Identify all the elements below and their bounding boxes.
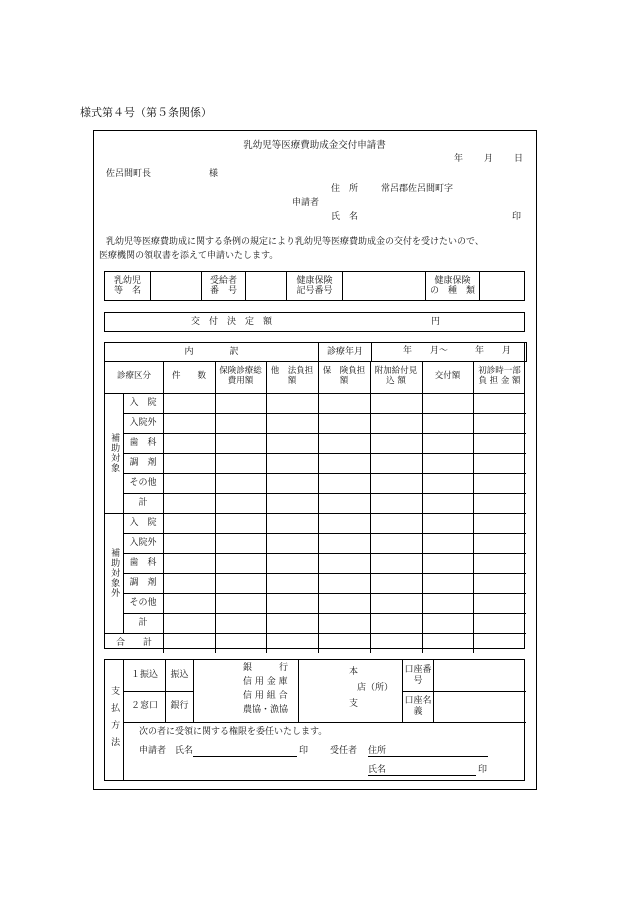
table-cell[interactable] <box>370 393 422 413</box>
table-cell[interactable] <box>370 573 422 593</box>
payment-table <box>104 659 525 781</box>
table-cell[interactable] <box>422 553 473 573</box>
table-cell[interactable] <box>422 413 473 433</box>
table-cell[interactable] <box>163 593 215 613</box>
method2-type: 銀行 <box>170 701 189 712</box>
table-cell[interactable] <box>163 613 215 633</box>
payment-applicant-name-line[interactable] <box>193 746 297 757</box>
table-cell[interactable] <box>318 513 370 533</box>
addressee-name: 佐呂間町長 <box>106 169 152 179</box>
info-row-table <box>104 271 525 301</box>
branch-type-1: 本 <box>349 667 359 677</box>
account-no-field[interactable] <box>434 660 524 691</box>
total-cell[interactable] <box>163 633 215 653</box>
table-cell[interactable] <box>266 553 318 573</box>
column-header-7: 初診時一部負 担 金 額 <box>478 366 521 386</box>
form-label: 様式第４号（第５条関係） <box>80 106 212 119</box>
table-cell[interactable] <box>422 433 473 453</box>
table-cell[interactable] <box>318 593 370 613</box>
table-cell[interactable] <box>215 453 266 473</box>
table-cell[interactable] <box>370 593 422 613</box>
table-cell[interactable] <box>163 493 215 513</box>
group1-label: 補助対象 <box>109 433 120 473</box>
column-header-4: 保 険負担額 <box>322 366 366 386</box>
delegation-text: 次の者に受領に関する権限を委任いたします。 <box>139 727 328 737</box>
column-header-3: 他 法負担額 <box>270 366 314 386</box>
insurance-type-label-1: 健康保険 <box>434 275 471 286</box>
table-cell[interactable] <box>266 513 318 533</box>
table-cell[interactable] <box>163 533 215 553</box>
table-cell[interactable] <box>266 413 318 433</box>
applicant-name-label: 氏 名 <box>331 212 359 222</box>
recipient-no-label-2: 番 号 <box>209 286 237 296</box>
table-cell[interactable] <box>163 393 215 413</box>
table-cell[interactable] <box>422 393 473 413</box>
table-cell[interactable] <box>370 493 422 513</box>
table-cell[interactable] <box>163 513 215 533</box>
table-cell[interactable] <box>473 473 526 493</box>
table-cell[interactable] <box>370 613 422 633</box>
table-cell[interactable] <box>266 593 318 613</box>
table-cell[interactable] <box>215 573 266 593</box>
bank-type-3: 信 用 組 合 <box>243 691 288 701</box>
table-cell[interactable] <box>266 493 318 513</box>
row-label: 入院外 <box>129 537 157 548</box>
agent-seal: 印 <box>478 765 488 775</box>
child-name-label-1: 乳幼児 <box>113 275 141 286</box>
form-frame <box>93 130 537 790</box>
table-cell[interactable] <box>266 393 318 413</box>
row-label: 計 <box>138 497 148 508</box>
table-cell[interactable] <box>215 473 266 493</box>
table-cell[interactable] <box>215 553 266 573</box>
payment-applicant-seal: 印 <box>299 746 309 756</box>
column-header-2: 保険診療総費用額 <box>219 366 262 386</box>
table-cell[interactable] <box>473 433 526 453</box>
column-header-6: 交付額 <box>434 371 461 382</box>
payment-applicant-name-label: 氏名 <box>175 746 194 756</box>
table-cell[interactable] <box>473 453 526 473</box>
table-cell[interactable] <box>473 493 526 513</box>
table-cell[interactable] <box>473 573 526 593</box>
table-cell[interactable] <box>473 553 526 573</box>
table-cell[interactable] <box>266 473 318 493</box>
table-cell[interactable] <box>370 513 422 533</box>
payment-side-label: 支払方法 <box>109 686 120 754</box>
table-cell[interactable] <box>215 613 266 633</box>
row-label: 歯 科 <box>129 557 157 568</box>
table-cell[interactable] <box>215 513 266 533</box>
table-cell[interactable] <box>266 533 318 553</box>
table-cell[interactable] <box>318 393 370 413</box>
table-cell[interactable] <box>318 493 370 513</box>
table-cell[interactable] <box>318 453 370 473</box>
agent-name-line[interactable] <box>368 765 476 776</box>
table-cell[interactable] <box>422 613 473 633</box>
row-label: その他 <box>129 597 157 608</box>
date-month: 月 <box>484 154 494 164</box>
table-cell[interactable] <box>318 573 370 593</box>
table-cell[interactable] <box>473 533 526 553</box>
method1-type: 振込 <box>170 670 189 681</box>
row-label: その他 <box>129 477 157 488</box>
table-cell[interactable] <box>318 533 370 553</box>
table-cell[interactable] <box>370 553 422 573</box>
row-label: 調 剤 <box>129 457 157 468</box>
table-cell[interactable] <box>422 493 473 513</box>
account-name-field[interactable] <box>434 691 524 722</box>
table-cell[interactable] <box>318 413 370 433</box>
table-cell[interactable] <box>473 413 526 433</box>
insurance-no-field[interactable] <box>343 272 425 300</box>
applicant-seal: 印 <box>512 212 522 222</box>
statement-line-1: 乳幼児等医療費助成に関する条例の規定により乳幼児等医療費助成金の交付を受けたいので、 <box>106 237 484 247</box>
date-day: 日 <box>514 154 524 164</box>
group2-label: 補助対象外 <box>109 548 120 598</box>
method1-label: １振込 <box>130 670 158 681</box>
table-cell[interactable] <box>422 513 473 533</box>
table-cell[interactable] <box>473 513 526 533</box>
bank-type-1: 銀 行 <box>243 663 289 673</box>
table-cell[interactable] <box>215 493 266 513</box>
table-cell[interactable] <box>163 573 215 593</box>
table-cell[interactable] <box>318 553 370 573</box>
table-cell[interactable] <box>473 593 526 613</box>
agent-name-label: 氏名 <box>368 765 387 775</box>
table-cell[interactable] <box>370 453 422 473</box>
table-cell[interactable] <box>370 533 422 553</box>
child-name-field[interactable] <box>151 272 201 300</box>
agent-address-line[interactable] <box>368 746 488 757</box>
column-header-5: 附加給付見 込 額 <box>374 366 418 386</box>
table-cell[interactable] <box>163 453 215 473</box>
table-cell[interactable] <box>215 413 266 433</box>
table-cell[interactable] <box>215 393 266 413</box>
row-label: 入院外 <box>129 417 157 428</box>
table-cell[interactable] <box>318 613 370 633</box>
total-cell[interactable] <box>266 633 318 653</box>
applicant-address-label: 住 所 <box>331 184 359 194</box>
table-cell[interactable] <box>266 453 318 473</box>
branch-type-3: 支 <box>349 699 359 709</box>
insurance-type-field[interactable] <box>480 272 524 300</box>
table-cell[interactable] <box>370 433 422 453</box>
form-title: 乳幼児等医療費助成金交付申請書 <box>243 140 386 151</box>
addressee-honorific: 様 <box>209 169 219 179</box>
applicant-address-value: 常呂郡佐呂間町字 <box>381 184 454 194</box>
table-cell[interactable] <box>163 433 215 453</box>
row-label: 入 院 <box>129 397 157 408</box>
agent-label: 受任者 <box>330 746 358 756</box>
statement-line-2: 医療機関の領収書を添えて申請いたします。 <box>99 251 279 261</box>
account-no-label: 口座番号 <box>404 665 432 686</box>
decision-unit: 円 <box>431 317 441 327</box>
table-cell[interactable] <box>163 553 215 573</box>
total-cell[interactable] <box>473 633 526 653</box>
insurance-no-label-2: 記号番号 <box>296 286 333 296</box>
column-header-0: 診療区分 <box>116 371 151 382</box>
table-cell[interactable] <box>215 593 266 613</box>
child-name-label-2: 等 名 <box>113 286 141 296</box>
insurance-no-label-1: 健康保険 <box>296 275 333 286</box>
table-cell[interactable] <box>318 433 370 453</box>
insurance-type-label-2: の 種 類 <box>429 286 475 296</box>
total-cell[interactable] <box>422 633 473 653</box>
decision-amount-box <box>104 312 525 332</box>
table-cell[interactable] <box>370 473 422 493</box>
total-cell[interactable] <box>370 633 422 653</box>
table-cell[interactable] <box>422 573 473 593</box>
date-year: 年 <box>454 154 464 164</box>
account-name-label: 口座名義 <box>404 696 432 717</box>
branch-type-2: 店（所） <box>357 683 394 693</box>
total-cell[interactable] <box>215 633 266 653</box>
recipient-no-field[interactable] <box>246 272 286 300</box>
table-cell[interactable] <box>422 453 473 473</box>
period-label: 診療年月 <box>326 346 363 357</box>
applicant-label: 申請者 <box>292 198 320 208</box>
table-cell[interactable] <box>370 413 422 433</box>
table-cell[interactable] <box>163 473 215 493</box>
method2-label: ２窓口 <box>130 701 158 712</box>
table-cell[interactable] <box>318 473 370 493</box>
payment-applicant-label: 申請者 <box>139 746 167 756</box>
table-cell[interactable] <box>266 573 318 593</box>
breakdown-header: 内 訳 <box>184 346 239 357</box>
decision-label: 交 付 決 定 額 <box>191 317 273 327</box>
table-cell[interactable] <box>163 413 215 433</box>
period-value: 年 月〜 年 月 <box>403 346 512 356</box>
bank-type-2: 信 用 金 庫 <box>243 677 288 687</box>
breakdown-table <box>104 342 525 649</box>
total-label: 合 計 <box>115 637 152 648</box>
row-label: 調 剤 <box>129 577 157 588</box>
column-header-1: 件 数 <box>171 371 206 382</box>
total-cell[interactable] <box>318 633 370 653</box>
table-cell[interactable] <box>266 433 318 453</box>
row-label: 入 院 <box>129 517 157 528</box>
row-label: 計 <box>138 617 148 628</box>
table-cell[interactable] <box>266 613 318 633</box>
table-cell[interactable] <box>215 433 266 453</box>
table-cell[interactable] <box>422 473 473 493</box>
agent-address-label: 住所 <box>368 746 387 756</box>
table-cell[interactable] <box>422 593 473 613</box>
table-cell[interactable] <box>215 533 266 553</box>
bank-type-4: 農協・漁協 <box>243 705 289 715</box>
recipient-no-label-1: 受給者 <box>209 275 237 286</box>
table-cell[interactable] <box>473 393 526 413</box>
table-cell[interactable] <box>473 613 526 633</box>
table-cell[interactable] <box>422 533 473 553</box>
row-label: 歯 科 <box>129 437 157 448</box>
